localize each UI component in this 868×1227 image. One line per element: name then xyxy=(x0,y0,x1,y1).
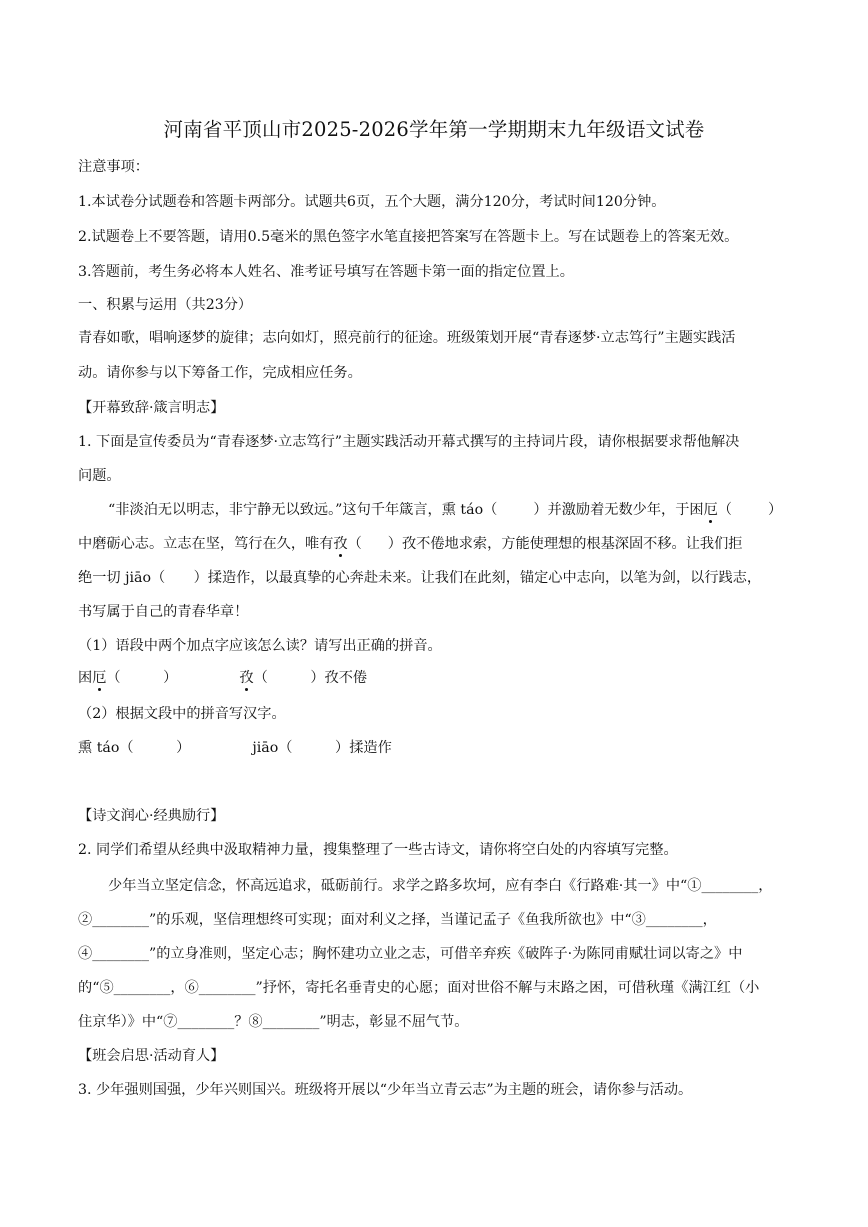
passage-text: （ xyxy=(347,536,362,552)
passage-text: ） xyxy=(767,502,783,518)
section-intro-line-1: 青春如歌，唱响逐梦的旋律；志向如灯，照亮前行的征途。班级策划开展“青春逐梦·立志笃行”主题实践活 xyxy=(78,330,736,346)
answer-text: 困 xyxy=(78,670,93,686)
answer-blank[interactable]: 熏 táo（ ） xyxy=(78,740,191,756)
answer-blank[interactable]: jiāo（ ）揉造作 xyxy=(252,740,392,756)
subquestion-2: （2）根据文段中的拼音写汉字。 xyxy=(78,706,286,722)
question-2-line-2: ②________”的乐观，坚信理想终可实现；面对利义之择，当谨记孟子《鱼我所欲也》中“③________， xyxy=(78,912,717,928)
exam-title: 河南省平顶山市2025-2026学年第一学期期末九年级语文试卷 xyxy=(163,118,705,141)
subquestion-2-answer xyxy=(78,738,392,758)
passage-line-3: 绝一切 jiāo（ ）揉造作，以最真挚的心奔赴未来。让我们在此刻，锚定心中志向，以笔为剑，以行践志， xyxy=(78,570,762,586)
subquestion-1: （1）语段中两个加点字应该怎么读？请写出正确的拼音。 xyxy=(78,638,442,654)
question-2-line-3: ④________”的立身准则，坚定心志；胸怀建功立业之志，可借辛弃疾《破阵子·为陈同甫赋壮词以寄之》中 xyxy=(78,946,743,962)
passage-text: “非淡泊无以明志，非宁静无以致远。”这句千年箴言，熏 táo（ xyxy=(108,502,498,518)
passage-line-2 xyxy=(78,534,743,554)
dotted-char: 孜 xyxy=(239,670,254,686)
part-title-poetry: 【诗文润心·经典励行】 xyxy=(78,808,225,824)
notice-item-2: 2.试题卷上不要答题，请用0.5毫米的黑色签字水笔直接把答案写在答题卡上。写在试题卷上的答案无效。 xyxy=(78,229,739,245)
dotted-char: 厄 xyxy=(703,502,718,518)
passage-text: ）孜不倦地求索，方能使理想的根基深固不移。让我们拒 xyxy=(387,536,743,552)
question-2-line-4: 的“⑤________，⑥________”抒怀，寄托名垂青史的心愿；面对世俗不解与末路之困，可借秋瑾《满江红（小 xyxy=(78,980,760,996)
passage-text: （ xyxy=(717,502,732,518)
section-heading: 一、积累与运用（共23分） xyxy=(78,297,253,313)
question-1-line-2: 问题。 xyxy=(78,468,121,484)
question-3: 3. 少年强则国强，少年兴则国兴。班级将开展以“少年当立青云志”为主题的班会，请你参与活动。 xyxy=(78,1082,693,1098)
subquestion-1-answer xyxy=(78,668,367,688)
question-2-line-1: 少年当立坚定信念，怀高远追求，砥砺前行。求学之路多坎坷，应有李白《行路难·其一》中“①________， xyxy=(108,878,773,894)
part-title-opening: 【开幕致辞·箴言明志】 xyxy=(78,400,225,416)
answer-blank[interactable]: （ ） xyxy=(106,670,178,686)
question-2: 2. 同学们希望从经典中汲取精神力量，搜集整理了一些古诗文，请你将空白处的内容填写完整。 xyxy=(78,842,678,858)
question-2-line-5: 住京华）》中“⑦________？⑧________”明志，彰显不屈气节。 xyxy=(78,1014,469,1030)
answer-blank[interactable]: （ ）孜不倦 xyxy=(253,670,368,686)
passage-text: 中磨砺心志。立志在坚，笃行在久，唯有 xyxy=(78,536,334,552)
dotted-char: 厄 xyxy=(92,670,107,686)
part-title-class-meeting: 【班会启思·活动育人】 xyxy=(78,1048,225,1064)
passage-line-4: 书写属于自己的青春华章！ xyxy=(78,604,249,620)
dotted-char: 孜 xyxy=(333,536,348,552)
passage-text: ）并激励着无数少年，于困 xyxy=(533,502,704,518)
notice-item-3: 3.答题前，考生务必将本人姓名、准考证号填写在答题卡第一面的指定位置上。 xyxy=(78,264,574,280)
notice-item-1: 1.本试卷分试题卷和答题卡两部分。试题共6页，五个大题，满分120分，考试时间120分钟。 xyxy=(78,194,666,210)
section-intro-line-2: 动。请你参与以下筹备工作，完成相应任务。 xyxy=(78,365,362,381)
question-1-line-1: 1. 下面是宣传委员为“青春逐梦·立志笃行”主题实践活动开幕式撰写的主持词片段，请你根据要求帮他解决 xyxy=(78,434,740,450)
passage-line-1 xyxy=(108,500,782,520)
notice-heading: 注意事项： xyxy=(78,159,149,175)
